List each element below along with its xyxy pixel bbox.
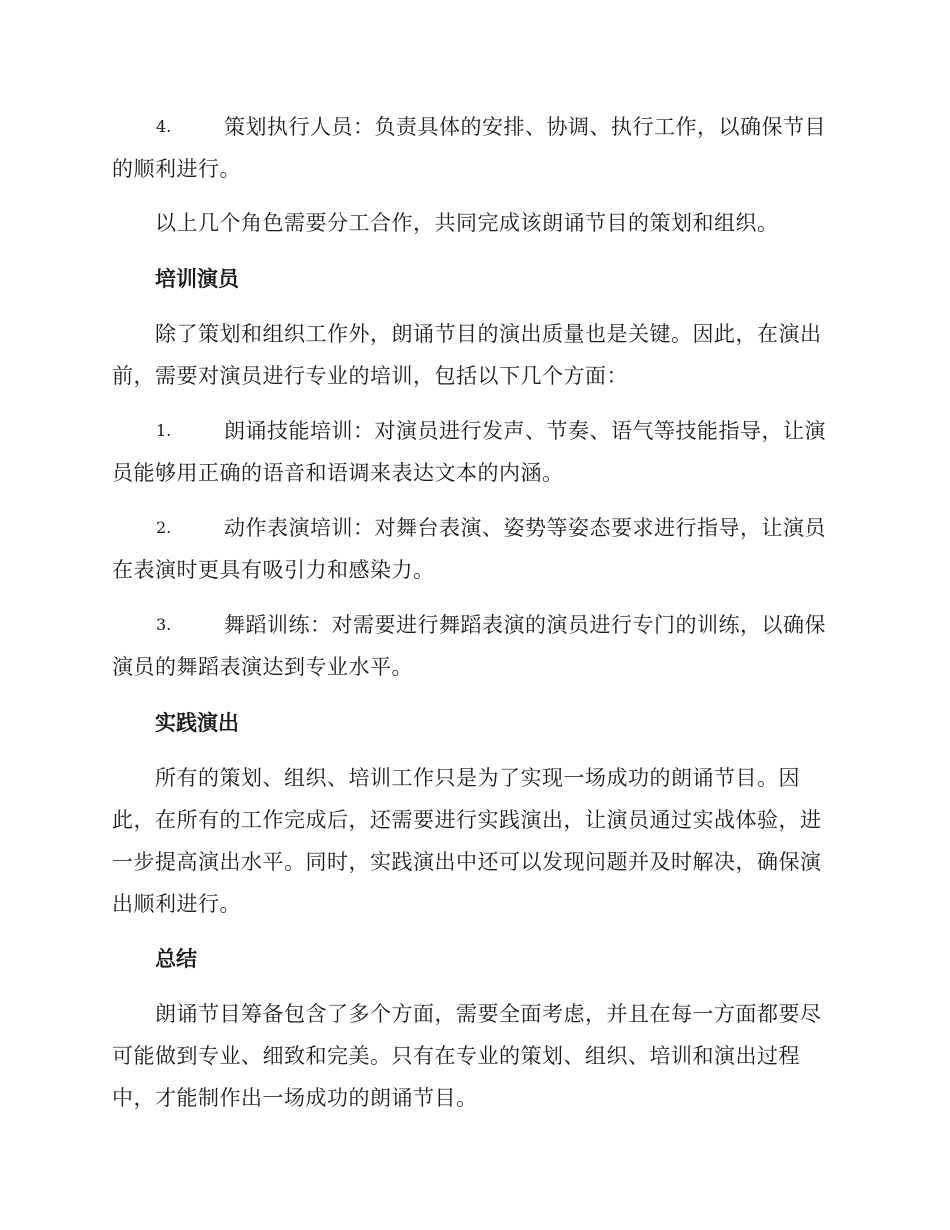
paragraph-summary: 朗诵节目筹备包含了多个方面，需要全面考虑，并且在每一方面都要尽可能做到专业、细致和完美。只有在专业的策划、组织、培训和演出过程中，才能制作出一场成功的朗诵节目。	[112, 1002, 822, 1110]
paragraph-roles: 以上几个角色需要分工合作，共同完成该朗诵节目的策划和组织。	[155, 211, 779, 235]
list-number: 2.	[156, 518, 172, 537]
heading-training: 培训演员	[155, 267, 239, 291]
paragraph-practice: 所有的策划、组织、培训工作只是为了实现一场成功的朗诵节目。因此，在所有的工作完成后，还需要进行实践演出，让演员通过实战体验，进一步提高演出水平。同时，实践演出中还可以发现问题并及时解决，确保演出顺利进行。	[112, 766, 822, 916]
list-item	[112, 106, 832, 190]
list-text: 策划执行人员：负责具体的安排、协调、执行工作，以确保节目的顺利进行。	[112, 115, 826, 181]
list-text: 朗诵技能培训：对演员进行发声、节奏、语气等技能指导，让演员能够用正确的语音和语调来表达文本的内涵。	[112, 419, 826, 485]
heading-summary: 总结	[155, 947, 197, 971]
list-item	[112, 410, 832, 494]
list-number: 4.	[156, 117, 172, 136]
list-number: 3.	[156, 615, 172, 634]
list-item	[112, 507, 832, 591]
heading-practice: 实践演出	[155, 711, 239, 735]
list-text: 舞蹈训练：对需要进行舞蹈表演的演员进行专门的训练，以确保演员的舞蹈表演达到专业水平。	[112, 613, 826, 679]
list-number: 1.	[156, 421, 172, 440]
list-text: 动作表演培训：对舞台表演、姿势等姿态要求进行指导，让演员在表演时更具有吸引力和感染力。	[112, 516, 826, 582]
paragraph-training-intro: 除了策划和组织工作外，朗诵节目的演出质量也是关键。因此，在演出前，需要对演员进行专业的培训，包括以下几个方面：	[112, 322, 822, 388]
list-item	[112, 604, 832, 688]
